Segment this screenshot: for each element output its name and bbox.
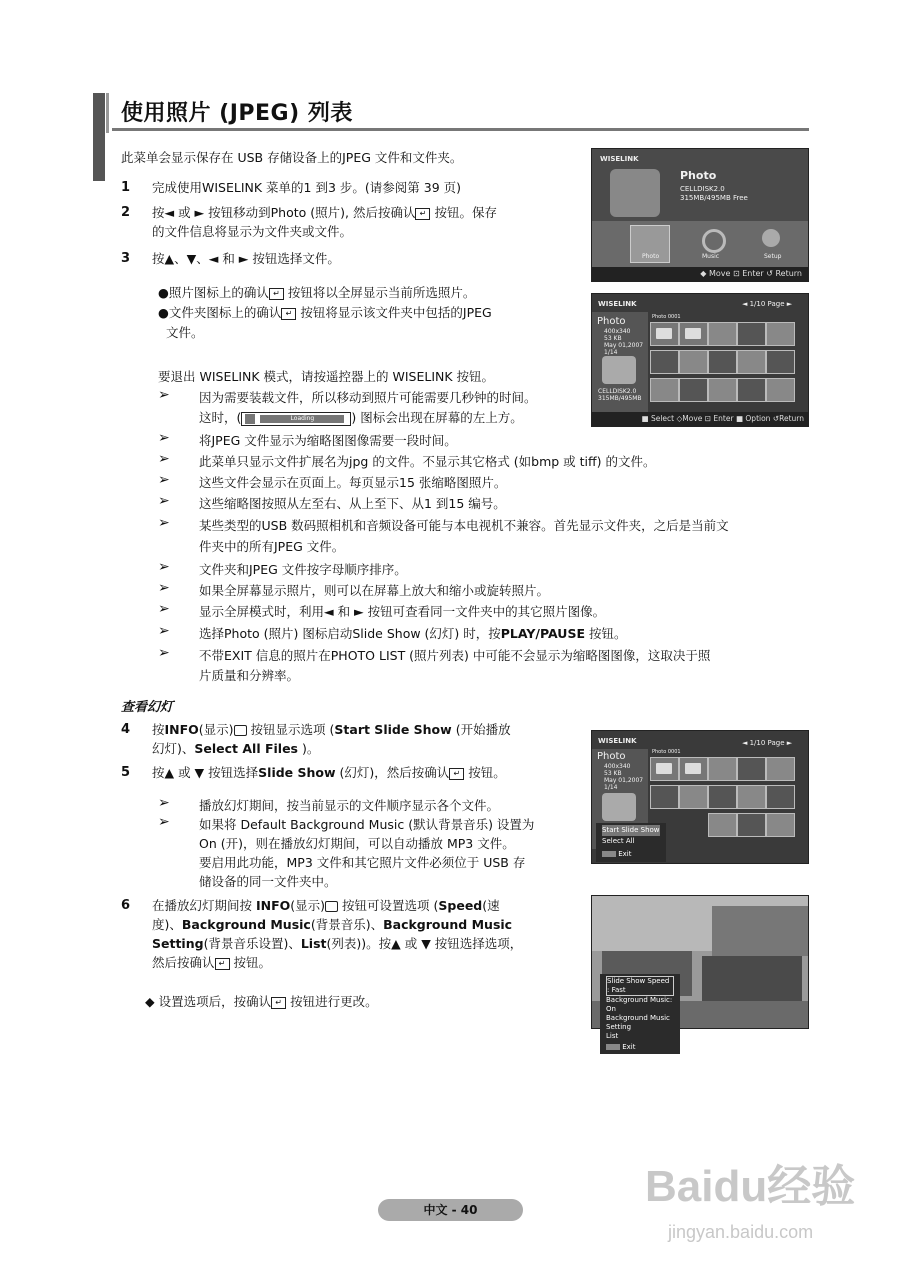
photo-thumbnail[interactable] xyxy=(766,378,795,402)
title-accent-bar-light xyxy=(106,93,109,133)
step-text: 按▲、▼、◄ 和 ► 按钮选择文件。 xyxy=(152,251,340,266)
menu-slide-speed[interactable]: Slide Show Speed : Fast xyxy=(606,976,674,996)
title-divider xyxy=(112,128,809,131)
menu-background-music-setting[interactable]: Background Music Setting xyxy=(606,1014,670,1031)
photo-thumbnail[interactable] xyxy=(737,785,766,809)
step-number: 1 xyxy=(121,180,131,195)
photo-thumbnail[interactable] xyxy=(708,785,737,809)
step-text: 幻灯)、Select All Files )。 xyxy=(152,741,320,756)
camera-icon xyxy=(610,169,660,217)
step-text: 按▲ 或 ▼ 按钮选择Slide Show (幻灯)，然后按确认 ↵ 按钮。 xyxy=(152,765,506,780)
note-text: 这时，( Loading ) 图标会出现在屏幕的左上方。 xyxy=(199,410,523,425)
note-text: 播放幻灯期间，按当前显示的文件顺序显示各个文件。 xyxy=(199,798,500,813)
step-text: 的文件信息将显示为文件夹或文件。 xyxy=(152,224,353,239)
step-text: Setting(背景音乐设置)、List(列表))。按▲ 或 ▼ 按钮选择选项， xyxy=(152,936,523,951)
screenshot-wiselink-menu: WISELINK Photo CELLDISK2.0 315MB/495MB Free Photo Music Setup ◆ Move ⊡ Enter ↺ Return xyxy=(591,148,809,282)
bullet-item-cont: 文件。 xyxy=(166,325,204,340)
enter-icon: ↵ xyxy=(449,768,464,780)
note-text: 要启用此功能，MP3 文件和其它照片文件必须位于 USB 存 xyxy=(199,855,526,870)
photo-thumbnail[interactable] xyxy=(650,350,679,374)
bullet-item: ●文件夹图标上的确认 ↵ 按钮将显示该文件夹中包括的JPEG xyxy=(158,305,492,320)
hourglass-icon xyxy=(245,414,255,424)
watermark-url: jingyan.baidu.com xyxy=(668,1222,814,1242)
photo-thumbnail[interactable] xyxy=(708,350,737,374)
disk-free: 315MB/495MB Free xyxy=(680,194,748,202)
slide-options-menu: Slide Show Speed : Fast Background Music: On Background Music Setting List Exit xyxy=(600,974,680,1054)
note-arrow-icon: ➢ xyxy=(158,795,170,811)
note-text: 文件夹和JPEG 文件按字母顺序排序。 xyxy=(199,562,407,577)
step-text: 完成使用WISELINK 菜单的1 到3 步。(请参阅第 39 页) xyxy=(152,180,462,195)
photo-thumbnail[interactable] xyxy=(708,757,737,781)
menu-background-music[interactable]: Background Music: On xyxy=(606,996,673,1013)
photo-thumbnail[interactable] xyxy=(737,378,766,402)
info-icon xyxy=(325,901,338,912)
final-note: ◆ 设置选项后，按确认 ↵ 按钮进行更改。 xyxy=(145,994,378,1009)
note-arrow-icon: ➢ xyxy=(158,580,170,596)
menu-select-all[interactable]: Select All xyxy=(602,837,635,845)
note-arrow-icon: ➢ xyxy=(158,623,170,639)
photo-thumbnail[interactable] xyxy=(766,757,795,781)
note-text: 如果全屏幕显示照片，则可以在屏幕上放大和缩小或旋转照片。 xyxy=(199,583,550,598)
music-icon[interactable] xyxy=(702,229,726,253)
step-text: 按INFO(显示) 按钮显示选项 (Start Slide Show (开始播放 xyxy=(152,722,511,737)
screenshot-slide-show xyxy=(591,895,809,1051)
camera-icon xyxy=(602,793,636,821)
step-text: 度)、Background Music(背景音乐)、Background Music xyxy=(152,917,513,932)
step-number: 2 xyxy=(121,205,131,220)
photo-thumbnail[interactable] xyxy=(737,757,766,781)
step-number: 6 xyxy=(121,898,131,913)
folder-thumbnail[interactable] xyxy=(650,757,679,781)
section-heading: 查看幻灯 xyxy=(121,700,174,715)
enter-icon: ↵ xyxy=(215,958,230,970)
note-arrow-icon: ➢ xyxy=(158,472,170,488)
photo-thumbnail[interactable] xyxy=(766,785,795,809)
step-number: 3 xyxy=(121,251,131,266)
note-text: On (开)，则在播放幻灯期间，可以自动播放 MP3 文件。 xyxy=(199,836,515,851)
note-text: 某些类型的USB 数码照相机和音频设备可能与本电视机不兼容。首先显示文件夹，之后是当前文 xyxy=(199,518,729,533)
note-arrow-icon: ➢ xyxy=(158,451,170,467)
note-text: 选择Photo (照片) 图标启动Slide Show (幻灯) 时，按PLAY/PAUSE 按钮。 xyxy=(199,626,627,641)
note-text: 显示全屏模式时，利用◄ 和 ► 按钮可查看同一文件夹中的其它照片图像。 xyxy=(199,604,606,619)
note-text: 此菜单只显示文件扩展名为jpg 的文件。不显示其它格式 (如bmp 或 tiff) 的文件。 xyxy=(199,454,656,469)
photo-thumbnail[interactable] xyxy=(708,813,737,837)
menu-list[interactable]: List xyxy=(606,1032,619,1040)
note-text: 储设备的同一文件夹中。 xyxy=(199,874,337,889)
exit-note: 要退出 WISELINK 模式，请按遥控器上的 WISELINK 按钮。 xyxy=(158,369,495,384)
enter-icon: ↵ xyxy=(281,308,296,320)
title-accent-bar xyxy=(93,93,105,181)
setup-gear-icon[interactable] xyxy=(762,229,780,247)
folder-thumbnail[interactable] xyxy=(679,757,708,781)
note-arrow-icon: ➢ xyxy=(158,601,170,617)
house-image xyxy=(702,956,802,1006)
screen-title: Photo xyxy=(680,169,717,182)
note-arrow-icon: ➢ xyxy=(158,387,170,403)
enter-icon: ↵ xyxy=(271,997,286,1009)
note-text: 将JPEG 文件显示为缩略图图像需要一段时间。 xyxy=(199,433,457,448)
photo-thumbnail[interactable] xyxy=(650,378,679,402)
photo-thumbnail[interactable] xyxy=(679,378,708,402)
watermark-logo: Baidu经验 xyxy=(645,1162,856,1211)
photo-thumbnail[interactable] xyxy=(708,322,737,346)
step-number: 4 xyxy=(121,722,131,737)
note-text: 片质量和分辨率。 xyxy=(199,668,300,683)
photo-thumbnail[interactable] xyxy=(708,378,737,402)
screenshot-photo-list: WISELINK ◄ 1/10 Page ► Photo 400x340 53 KB May 01,2007 1/14 CELLDISK2.0 315MB/495MB Photo 0001 ■ Select ◇Move ⊡ Enter ■ Option ↺Return xyxy=(591,293,809,427)
note-arrow-icon: ➢ xyxy=(158,515,170,531)
note-text: 如果将 Default Background Music (默认背景音乐) 设置为 xyxy=(199,817,535,832)
brand-logo: WISELINK xyxy=(600,155,639,163)
page-indicator: ◄ 1/10 Page ► xyxy=(742,300,793,308)
screenshot-info-menu: WISELINK ◄ 1/10 Page ► Photo 400x340 53 KB May 01,2007 1/14 Photo 0001 Start Slide Show Select All Exit xyxy=(591,730,809,864)
photo-thumbnail[interactable] xyxy=(766,322,795,346)
nav-hint: ◆ Move ⊡ Enter ↺ Return xyxy=(592,267,808,281)
photo-thumbnail[interactable] xyxy=(650,785,679,809)
note-text: 这些缩略图按照从左至右、从上至下、从1 到15 编号。 xyxy=(199,496,506,511)
note-arrow-icon: ➢ xyxy=(158,493,170,509)
note-arrow-icon: ➢ xyxy=(158,814,170,830)
step-text: 按◄ 或 ► 按钮移动到Photo (照片), 然后按确认 ↵ 按钮。保存 xyxy=(152,205,497,220)
step-text: 在播放幻灯期间按 INFO(显示) 按钮可设置选项 (Speed(速 xyxy=(152,898,500,913)
disk-name: CELLDISK2.0 xyxy=(680,185,725,193)
photo-thumbnail[interactable] xyxy=(679,785,708,809)
photo-thumbnail[interactable] xyxy=(679,350,708,374)
enter-icon: ↵ xyxy=(415,208,430,220)
page-title: 使用照片 (JPEG) 列表 xyxy=(121,101,353,126)
note-text: 件夹中的所有JPEG 文件。 xyxy=(199,539,345,554)
note-arrow-icon: ➢ xyxy=(158,559,170,575)
enter-icon: ↵ xyxy=(269,288,284,300)
bullet-item: ●照片图标上的确认 ↵ 按钮将以全屏显示当前所选照片。 xyxy=(158,285,476,300)
photo-thumbnail[interactable] xyxy=(737,813,766,837)
intro-text: 此菜单会显示保存在 USB 存储设备上的JPEG 文件和文件夹。 xyxy=(121,150,463,165)
note-text: 不带EXIT 信息的照片在PHOTO LIST (照片列表) 中可能不会显示为缩略图图像，这取决于照 xyxy=(199,648,711,663)
loading-indicator: Loading xyxy=(241,412,351,426)
note-arrow-icon: ➢ xyxy=(158,645,170,661)
note-text: 因为需要装载文件，所以移动到照片可能需要几秒钟的时间。 xyxy=(199,390,537,405)
nav-hint: ■ Select ◇Move ⊡ Enter ■ Option ↺Return xyxy=(592,412,808,426)
note-arrow-icon: ➢ xyxy=(158,430,170,446)
note-text: 这些文件会显示在页面上。每页显示15 张缩略图照片。 xyxy=(199,475,507,490)
page-number: 中文 - 40 xyxy=(378,1199,523,1221)
info-menu: Start Slide Show Select All Exit xyxy=(596,823,666,862)
step-number: 5 xyxy=(121,765,131,780)
photo-thumbnail[interactable] xyxy=(737,350,766,374)
folder-thumbnail[interactable] xyxy=(679,322,708,346)
info-icon xyxy=(234,725,247,736)
menu-start-slide-show[interactable]: Start Slide Show xyxy=(602,826,660,834)
photo-thumbnail[interactable] xyxy=(737,322,766,346)
step-text: 然后按确认 ↵ 按钮。 xyxy=(152,955,272,970)
photo-thumbnail[interactable] xyxy=(766,350,795,374)
photo-thumbnail[interactable] xyxy=(766,813,795,837)
camera-icon xyxy=(602,356,636,384)
folder-thumbnail[interactable] xyxy=(650,322,679,346)
